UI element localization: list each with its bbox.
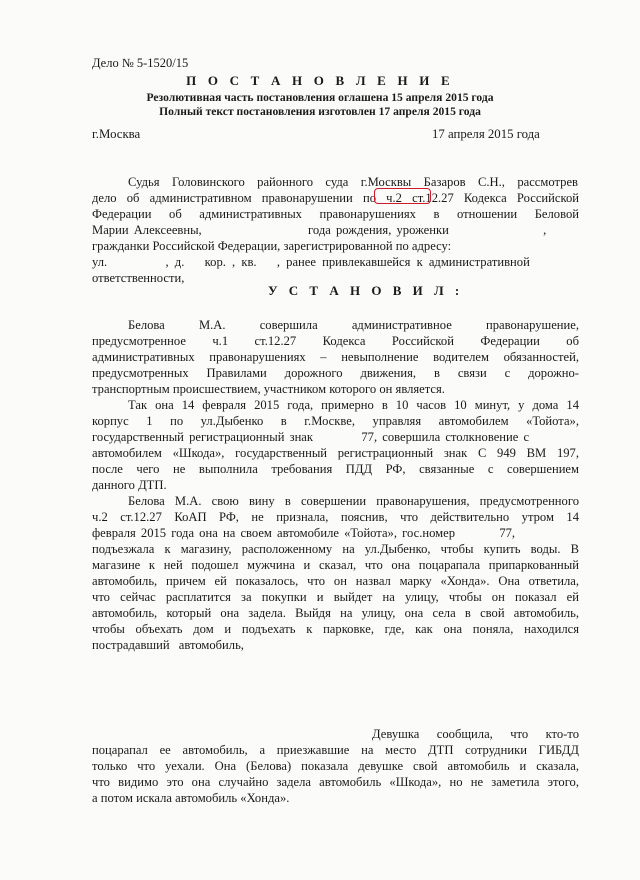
highlight-box: [374, 188, 431, 204]
tail-line: поцарапал ее автомобиль, а приезжавшие на место ДТП сотрудники ГИБДД: [92, 743, 579, 757]
intro-korp: кор. , кв.: [204, 255, 257, 269]
body-line: магазине к ней подошел мужчина и сказал, что она поцарапала припаркованный: [92, 558, 579, 572]
intro-name-fragment: Марии Алексеевны,: [92, 223, 202, 237]
intro-line: гражданки Российской Федерации, зарегистрированной по адресу:: [92, 239, 452, 253]
date: 17 апреля 2015 года: [432, 127, 540, 141]
plate-region: 77, совершила столкновение с: [361, 430, 530, 444]
body-line: автомобиль, причем ей показалось, что он назвал марку «Хонда». Она ответила,: [92, 574, 579, 588]
tail-line: только что уехали. Она (Белова) показала девушке свой автомобиль и сказала,: [92, 759, 579, 773]
car-region: 77,: [499, 526, 516, 540]
body-line: [92, 526, 579, 541]
body-line: корпус 1 по ул.Дыбенко в г.Москве, управляя автомобилем «Тойота»,: [92, 414, 579, 428]
tail-line: а потом искала автомобиль «Хонда».: [92, 791, 290, 805]
intro-line: ответственности,: [92, 271, 185, 285]
body-line: Белова М.А. свою вину в совершении правонарушения, предусмотренного: [128, 494, 579, 508]
intro-line: дело об административном правонарушении по ч.2 ст.12.27 Кодекса Российской: [92, 191, 579, 205]
plate-label: государственный регистрационный знак: [92, 430, 314, 444]
body-line: автомобилем «Шкода», государственный регистрационный знак С 949 ВМ 197,: [92, 446, 579, 460]
body-line: автомобиль, который она задела. Выйдя на улицу, она села в свой автомобиль,: [92, 606, 579, 620]
intro-house: , д.: [165, 255, 185, 269]
tail-line: Девушка сообщила, что кто-то: [372, 727, 579, 741]
intro-street: ул.: [92, 255, 108, 269]
intro-address-line: [92, 255, 579, 270]
body-line: транспортным происшествием, участником которого он является.: [92, 382, 445, 396]
body-line: после чего не выполнила требования ПДД РФ, связанные с совершением: [92, 462, 579, 476]
body-line: Так она 14 февраля 2015 года, примерно в 10 часов 10 минут, у дома 14: [128, 398, 579, 412]
tail-line: что видимо это она случайно задела автомобиль «Шкода», но не заметила этого,: [92, 775, 579, 789]
body-line: данного ДТП.: [92, 478, 167, 492]
body-line: что сейчас расплатится за покупки и выйдет на улицу, чтобы он показал ей: [92, 590, 579, 604]
body-line: административных правонарушениях – невыполнение водителем обязанностей,: [92, 350, 579, 364]
document-title: П О С Т А Н О В Л Е Н И Е: [186, 73, 454, 88]
body-line: предусмотренных Правилами дорожного движения, в связи с дорожно-: [92, 366, 579, 380]
car-number-fragment: февраля 2015 года она на своем автомобиле «Тойота», гос.номер: [92, 526, 456, 540]
intro-line: Судья Головинского районного суда г.Москвы Базаров С.Н., рассмотрев: [128, 175, 578, 189]
body-line: предусмотренное ч.1 ст.12.27 Кодекса Российской Федерации об: [92, 334, 579, 348]
subtitle-full-text: Полный текст постановления изготовлен 17 апреля 2015 года: [159, 105, 481, 118]
city: г.Москва: [92, 127, 141, 141]
subtitle-announced: Резолютивная часть постановления оглашена 15 апреля 2015 года: [146, 91, 494, 104]
body-line: пострадавший автомобиль,: [92, 638, 244, 652]
body-line: Белова М.А. совершила административное правонарушение,: [128, 318, 579, 332]
intro-prior: , ранее привлекавшейся к административной: [276, 255, 530, 269]
body-line: чтобы объехать дом и подъехать к парковке, где, как она поняла, находился: [92, 622, 579, 636]
intro-birth-fragment: года рождения, уроженки: [308, 223, 449, 237]
intro-line: Федерации об административных правонарушениях в отношении Беловой: [92, 207, 579, 221]
case-number: Дело № 5-1520/15: [92, 56, 189, 70]
intro-line: [92, 223, 579, 238]
section-heading: У С Т А Н О В И Л :: [268, 283, 464, 298]
body-line: ч.2 ст.12.27 КоАП РФ, не признала, пояснив, что действительно утром 14: [92, 510, 579, 524]
body-line: [92, 430, 579, 445]
redacted-area: [92, 660, 579, 718]
body-line: подъезжала к магазину, расположенному на ул.Дыбенко, чтобы купить воды. В: [92, 542, 579, 556]
intro-comma: ,: [543, 223, 547, 237]
